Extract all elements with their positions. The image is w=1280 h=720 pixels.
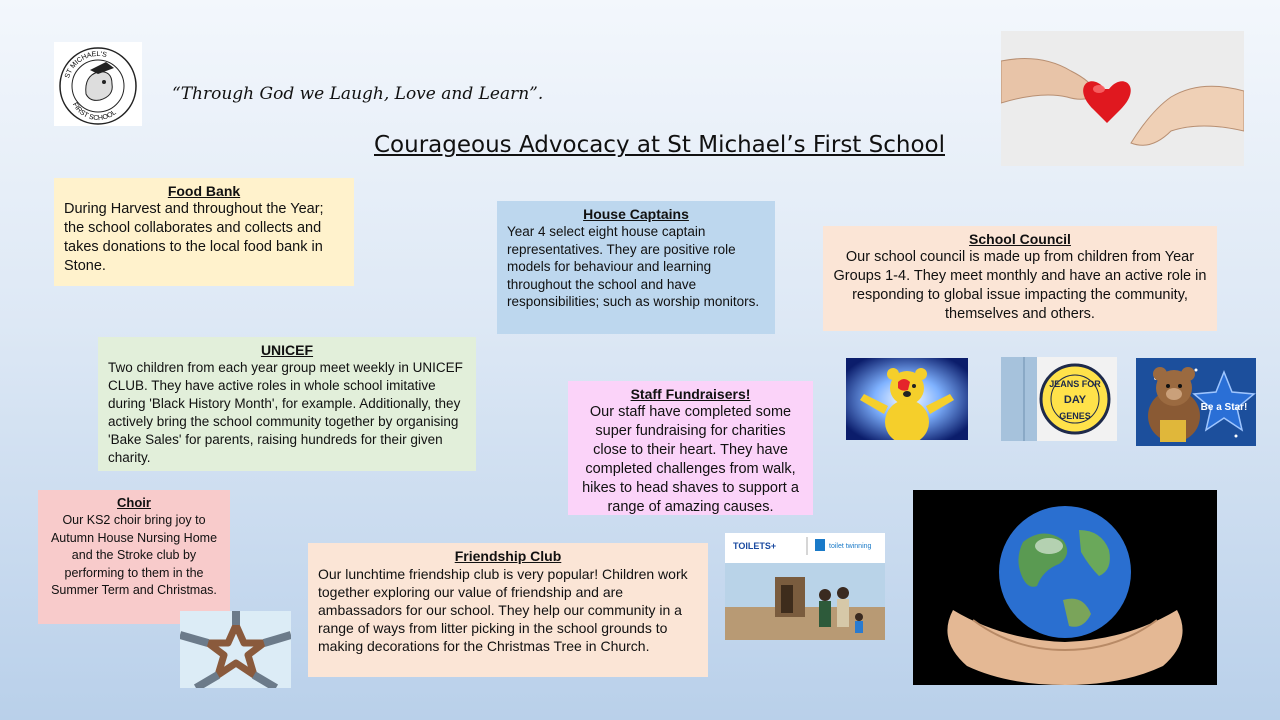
be-a-star-image (1136, 358, 1256, 446)
beastar-text: Be a Star! (1200, 402, 1248, 413)
hands-star-image (180, 611, 291, 688)
toilets-text: TOILETS+ (733, 541, 777, 551)
friendship-club-heading: Friendship Club (454, 548, 562, 564)
twinning-text: toilet twinning (829, 543, 872, 550)
friendship-club-body: Our lunchtime friendship club is very popular! Children work together exploring our value of friendship and are ambassadors for our school. They help our community in a range of ways from litter picking in the school grounds to making decorations for the Christmas Tree in Church. (318, 566, 688, 654)
choir-box (38, 490, 230, 624)
toilet-twinning-image (725, 533, 885, 640)
school-logo (54, 42, 142, 126)
house-captains-heading: House Captains (583, 206, 689, 222)
logo-text-bottom: FIRST SCHOOL (70, 101, 118, 123)
page-title: Courageous Advocacy at St Michael’s First School (374, 132, 945, 158)
earth-in-hands-image (913, 490, 1217, 685)
food-bank-heading: Food Bank (167, 183, 241, 199)
jeans-text-3: GENES (1059, 411, 1091, 421)
school-council-body: Our school council is made up from children from Year Groups 1-4. They meet monthly and have an active role in responding to global issue impacting the community, themselves and others. (833, 249, 1207, 322)
house-captains-box (497, 201, 775, 334)
school-council-box (823, 226, 1217, 331)
staff-fundraisers-box (568, 381, 813, 515)
unicef-box (98, 337, 476, 471)
pudsey-bear-image (846, 358, 968, 440)
friendship-club-box (308, 543, 708, 677)
jeans-for-genes-image (1001, 357, 1117, 441)
staff-fundraisers-body: Our staff have completed some super fundraising for charities close to their heart. They have completed challenges from walk, hikes to head shaves to support a range of amazing causes. (582, 404, 799, 515)
school-council-heading: School Council (969, 231, 1071, 247)
unicef-body: Two children from each year group meet weekly in UNICEF CLUB. They have active roles in whole school imitative during 'Black History Month', for example. Additionally, they actively bring the school community together by organising 'Bake Sales' for parents, raising hundreds for their given charity. (108, 360, 463, 465)
school-motto: “Through God we Laugh, Love and Learn”. (172, 84, 544, 104)
logo-text-top: ST MICHAEL'S (64, 50, 108, 80)
jeans-text-1: JEANS FOR (1049, 379, 1101, 389)
food-bank-body: During Harvest and throughout the Year; the school collaborates and collects and takes donations to the local food bank in Stone. (64, 201, 324, 274)
jeans-text-2: DAY (1063, 394, 1087, 406)
hands-heart-image (1001, 31, 1244, 166)
staff-fundraisers-heading: Staff Fundraisers! (630, 386, 751, 402)
choir-body: Our KS2 choir bring joy to Autumn House Nursing Home and the Stroke club by performing to them in the Summer Term and Christmas. (50, 513, 218, 597)
choir-heading: Choir (117, 495, 151, 510)
food-bank-box (54, 178, 354, 286)
unicef-heading: UNICEF (260, 342, 314, 358)
house-captains-body: Year 4 select eight house captain representatives. They are positive role models for behaviour and learning throughout the school and have responsibilities; such as worship monitors. (507, 224, 760, 309)
